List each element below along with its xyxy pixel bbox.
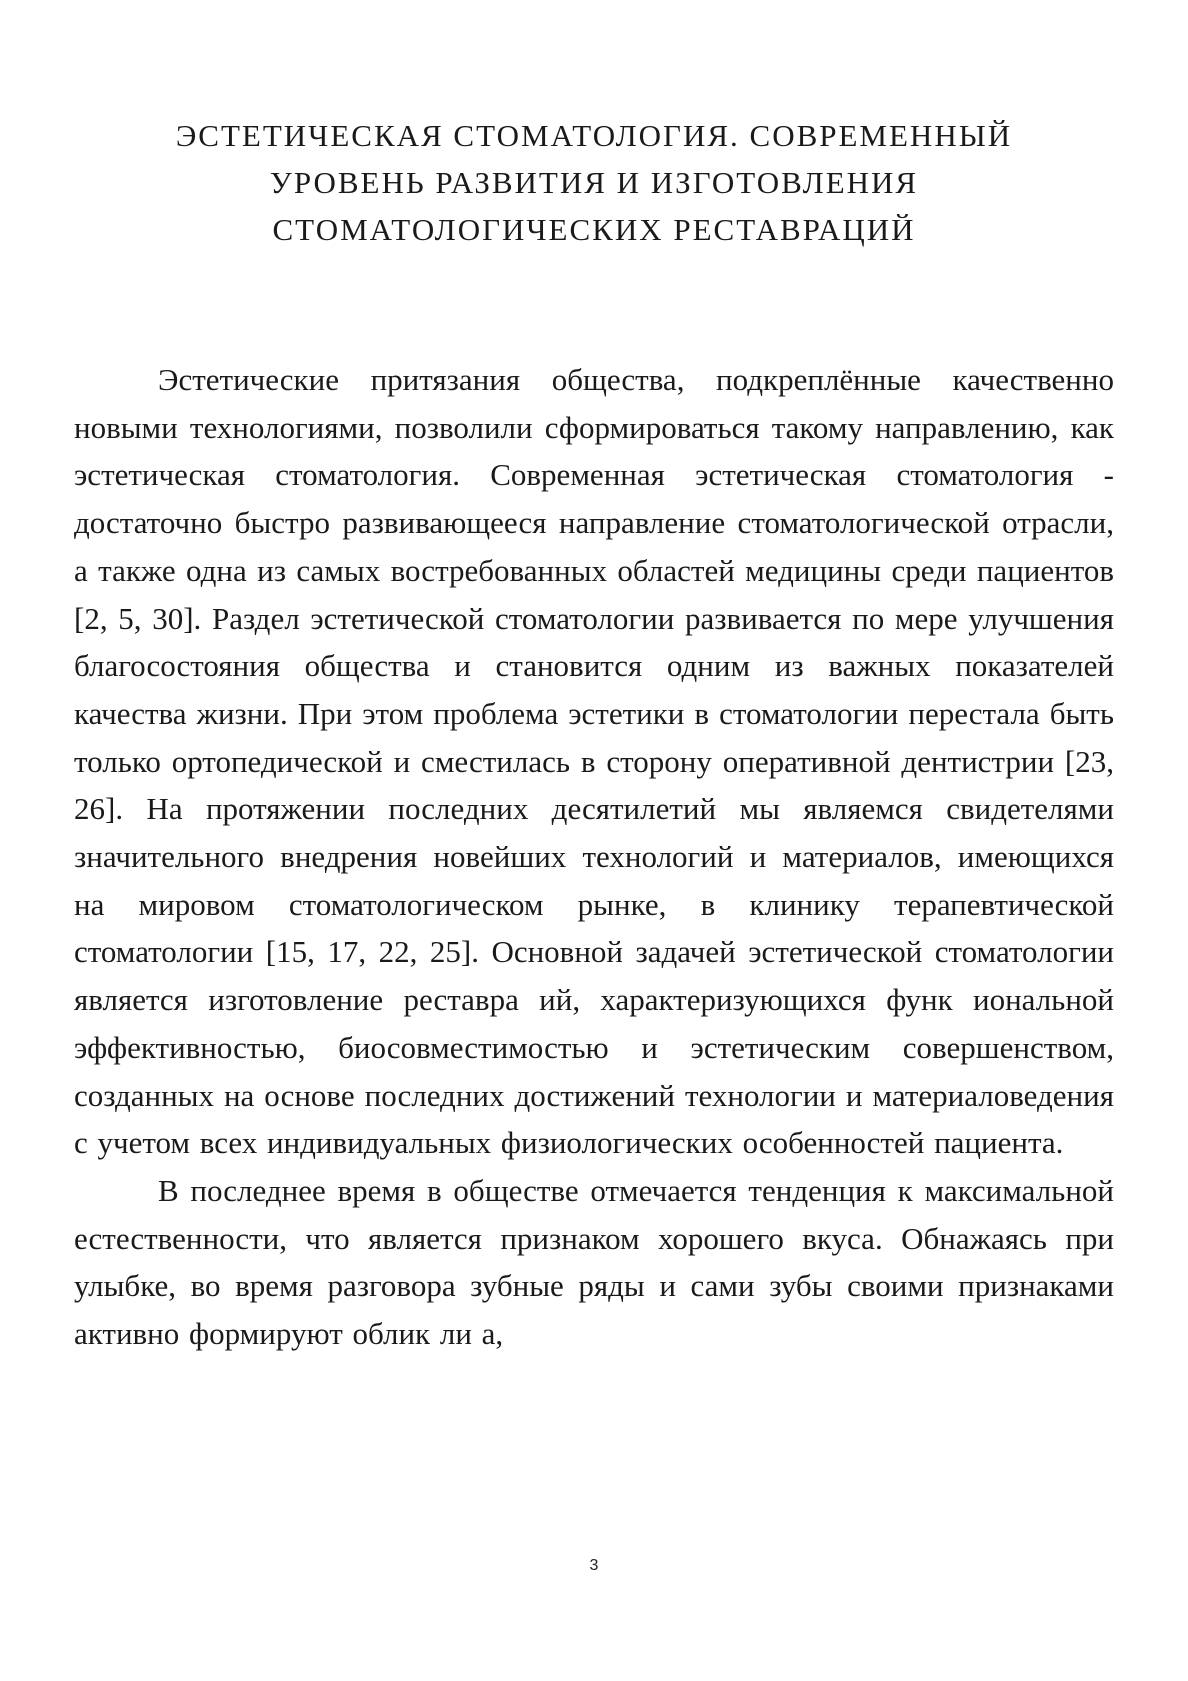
paragraph-2: В последнее время в обществе отмечается тенденция к максимальной естественности, что является признаком хорошего вкуса. Обнажаясь при улыбке, во время разговора зубные ряды и сами зубы своими признаками активно формируют облик ли а, [74,1172,1114,1352]
page-number: 3 [589,1557,599,1574]
title-line-2: УРОВЕНЬ РАЗВИТИЯ И ИЗГОТОВЛЕНИЯ [269,165,919,200]
title-line-3: СТОМАТОЛОГИЧЕСКИХ РЕСТАВРАЦИЙ [272,212,916,247]
document-body [74,356,1114,1358]
title-line-1: ЭСТЕТИЧЕСКАЯ СТОМАТОЛОГИЯ. СОВРЕМЕННЫЙ [175,118,1013,153]
document-title [90,112,1098,253]
paragraph-1: Эстетические притязания общества, подкреплённые качественно новыми технологиями, позволили сформироваться такому направлению, как эстетическая стоматология. Современная эстетическая стоматология - достаточно быстро развивающееся направление стоматологической отрасли, а также одна из самых востребованных областей медицины среди пациентов [2, 5, 30]. Раздел эстетической стоматологии развивается по мере улучшения благосостояния общества и становится одним из важных показателей качества жизни. При этом проблема эстетики в стоматологии перестала быть только ортопедической и сместилась в сторону оперативной дентистрии [23, 26]. На протяжении последних десятилетий мы являемся свидетелями значительного внедрения новейших технологий и материалов, имеющихся на мировом стоматологическом рынке, в клинику терапевтической стоматологии [15, 17, 22, 25]. Основной задачей эстетической стоматологии является изготовление реставра ий, характеризующихся функ иональной эффективностью, биосовместимостью и эстетическим совершенством, созданных на основе последних достижений технологии и материаловедения с учетом всех индивидуальных физиологических особенностей пациента. [74,362,1114,1161]
